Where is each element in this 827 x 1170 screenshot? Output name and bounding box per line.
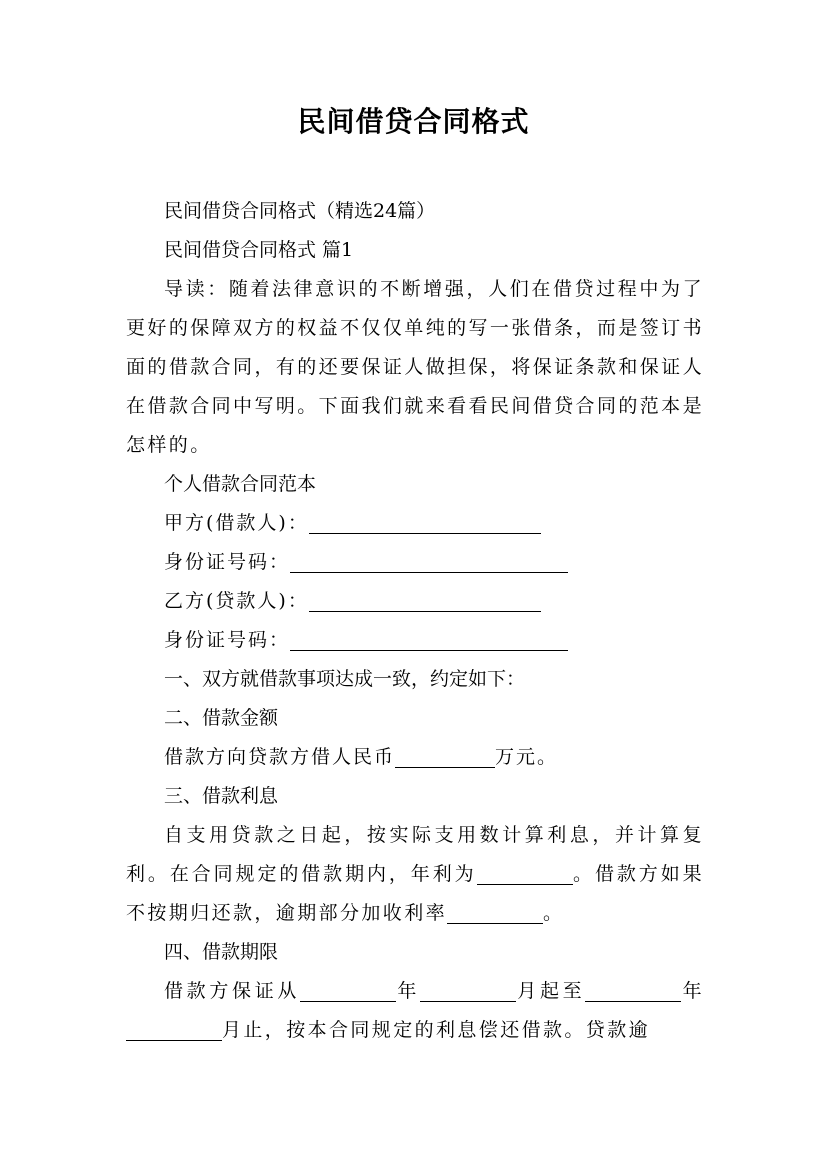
clause-4: 四、借款期限 bbox=[164, 941, 279, 963]
id-b-label: 身份证号码： bbox=[164, 629, 291, 651]
clause-3: 三、借款利息 bbox=[164, 785, 279, 807]
id-a-label: 身份证号码： bbox=[164, 551, 291, 573]
amount-line bbox=[126, 738, 704, 777]
interest-text-3: 。 bbox=[543, 902, 565, 924]
overdue-rate-blank bbox=[447, 901, 543, 924]
party-a-blank bbox=[309, 511, 541, 534]
term-paragraph bbox=[126, 972, 704, 1050]
document-body bbox=[126, 192, 704, 1050]
interest-rate-blank bbox=[477, 862, 573, 885]
id-b-line bbox=[126, 621, 704, 660]
term-text-2: 年 bbox=[681, 980, 705, 1002]
term-end-month-blank bbox=[126, 1018, 222, 1041]
party-a-line bbox=[126, 504, 704, 543]
intro-paragraph: 导读：随着法律意识的不断增强，人们在借贷过程中为了更好的保障双方的权益不仅仅单纯的写一张借条，而是签订书面的借款合同，有的还要保证人做担保，将保证条款和保证人在借款合同中写明。下面我们就来看看民间借贷合同的范本是怎样的。 bbox=[126, 278, 704, 456]
term-text-1: 借款方保证从 bbox=[164, 980, 301, 1002]
party-b-blank bbox=[309, 589, 541, 612]
id-b-blank bbox=[290, 628, 568, 651]
amount-blank bbox=[395, 745, 495, 768]
id-a-line bbox=[126, 543, 704, 582]
interest-paragraph bbox=[126, 816, 704, 933]
term-month-from: 月起至 bbox=[516, 980, 586, 1002]
party-a-label: 甲方(借款人)： bbox=[164, 512, 309, 534]
clause-2: 二、借款金额 bbox=[164, 707, 279, 729]
party-b-line bbox=[126, 582, 704, 621]
id-a-blank bbox=[290, 550, 568, 573]
subtitle: 民间借贷合同格式（精选24篇） bbox=[164, 200, 436, 222]
amount-pre: 借款方向贷款方借人民币 bbox=[164, 746, 396, 768]
interest-text-2: 。借款方如果不按期归还款，逾期部分加收利率 bbox=[126, 863, 704, 924]
party-b-label: 乙方(贷款人)： bbox=[164, 590, 309, 612]
term-start-month-blank bbox=[420, 979, 516, 1002]
chapter-heading: 民间借贷合同格式 篇1 bbox=[164, 239, 354, 261]
interest-text-1: 自支用贷款之日起，按实际支用数计算利息，并计算复利。在合同规定的借款期内，年利为 bbox=[126, 824, 704, 885]
term-year-label: 年 bbox=[396, 980, 421, 1002]
term-text-3: 月止，按本合同规定的利息偿还借款。贷款逾 bbox=[222, 1019, 651, 1041]
clause-1: 一、双方就借款事项达成一致，约定如下： bbox=[164, 668, 526, 690]
term-end-year-blank bbox=[585, 979, 681, 1002]
sample-title: 个人借款合同范本 bbox=[164, 473, 317, 495]
amount-post: 万元。 bbox=[495, 746, 559, 768]
page-title: 民间借贷合同格式 bbox=[297, 105, 530, 138]
term-start-year-blank bbox=[300, 979, 396, 1002]
